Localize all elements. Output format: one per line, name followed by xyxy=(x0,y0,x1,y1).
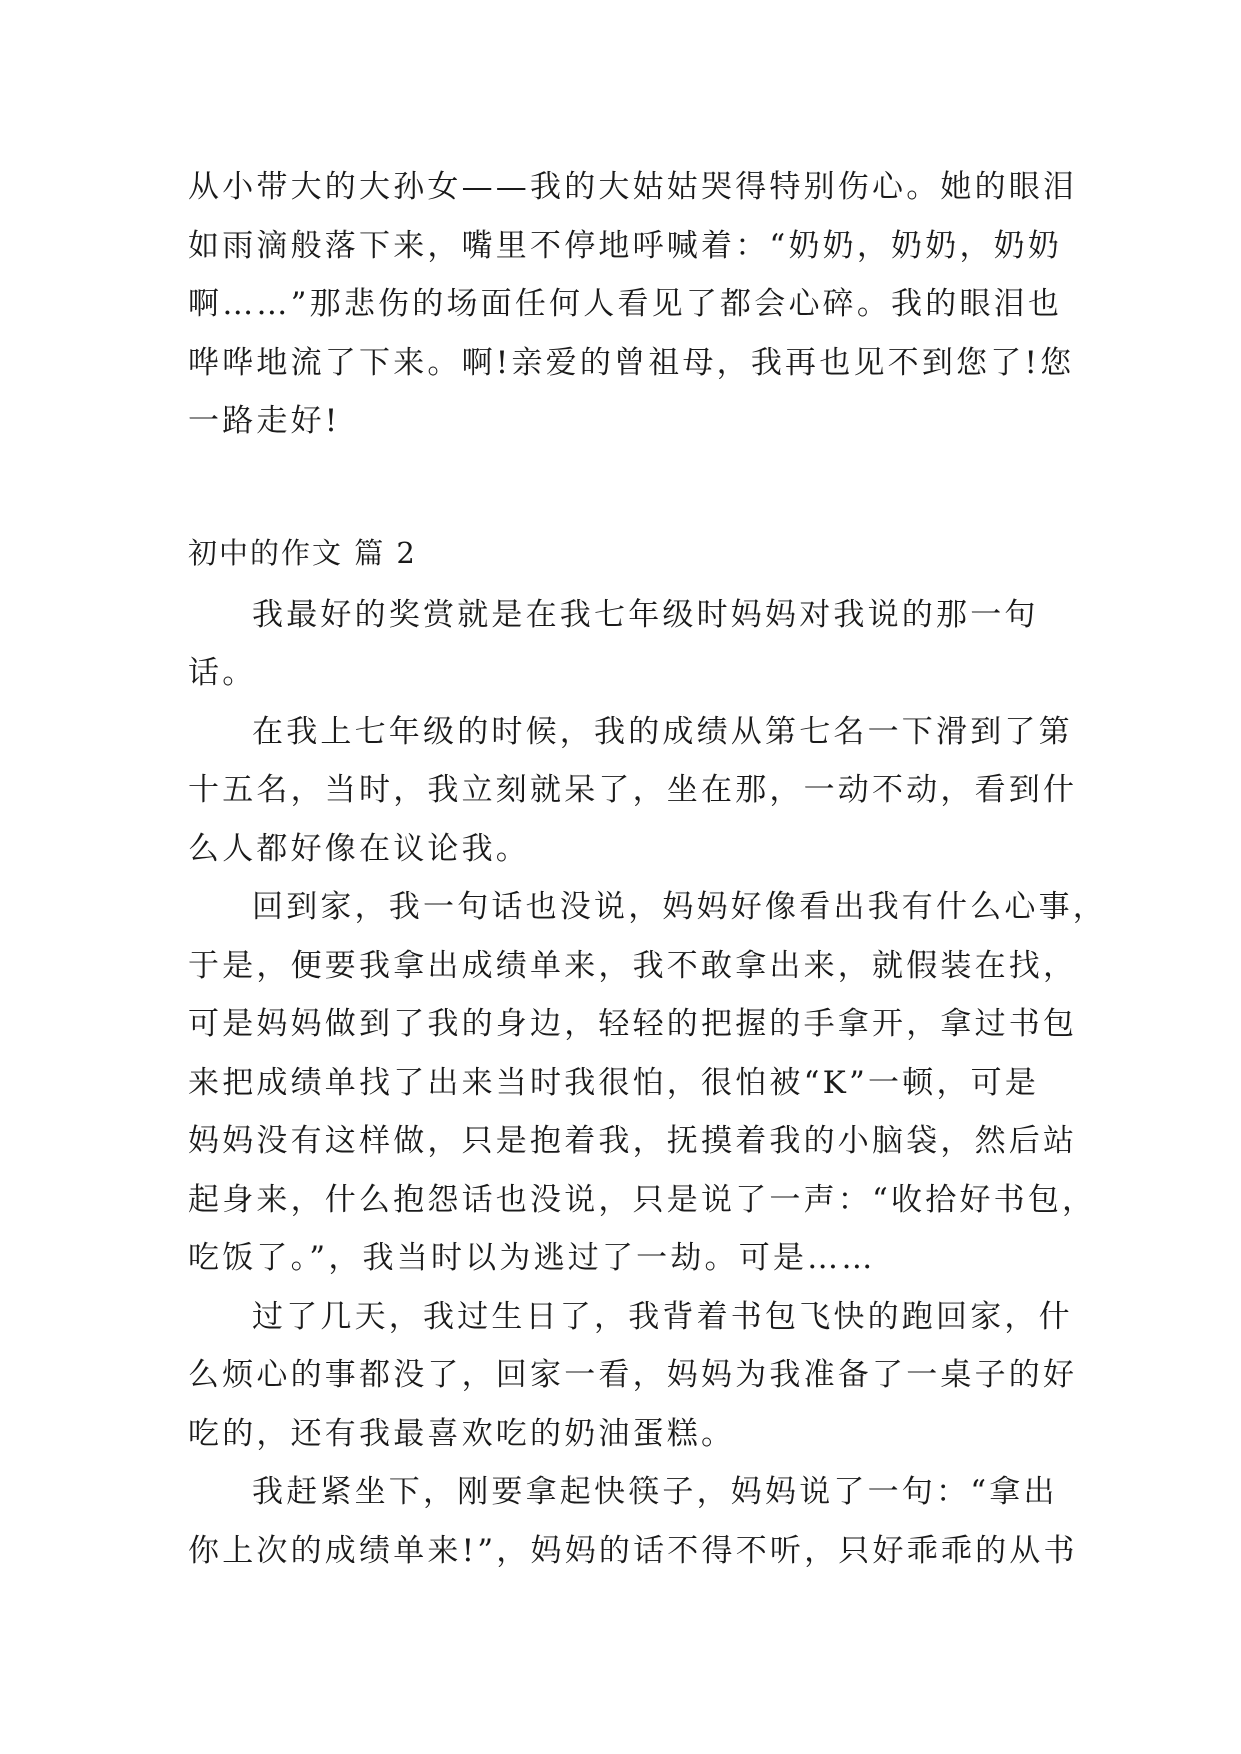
text-line: 起身来，什么抱怨话也没说，只是说了一声：“收拾好书包， xyxy=(188,1181,1097,1218)
text-line: 我赶紧坐下，刚要拿起快筷子，妈妈说了一句：“拿出 xyxy=(252,1474,1058,1510)
text-line: 可是妈妈做到了我的身边，轻轻的把握的手拿开，拿过书包 xyxy=(188,1006,1078,1042)
text-line: 哗哗地流了下来。啊!亲爱的曾祖母，我再也见不到您了!您 xyxy=(188,344,1075,381)
text-line: 么人都好像在议论我。 xyxy=(188,830,530,867)
text-line: 过了几天，我过生日了，我背着书包飞快的跑回家，什 xyxy=(252,1298,1073,1335)
paragraph-2 xyxy=(188,703,1078,879)
text-line: 回到家，我一句话也没说，妈妈好像看出我有什么心事， xyxy=(252,889,1107,925)
text-line: 一路走好! xyxy=(188,403,341,439)
text-line: 吃的，还有我最喜欢吃的奶油蛋糕。 xyxy=(188,1415,736,1452)
text-line: 于是，便要我拿出成绩单来，我不敢拿出来，就假装在找， xyxy=(188,947,1078,984)
text-line: 吃饭了。”，我当时以为逃过了一劫。可是…… xyxy=(188,1240,876,1276)
text-line: 妈妈没有这样做，只是抱着我，抚摸着我的小脑袋，然后站 xyxy=(188,1123,1078,1159)
text-line: 在我上七年级的时候，我的成绩从第七名一下滑到了第 xyxy=(252,713,1073,750)
text-line: 么烦心的事都没了，回家一看，妈妈为我准备了一桌子的好 xyxy=(188,1357,1078,1393)
section-spacer xyxy=(188,451,1058,524)
paragraph-3 xyxy=(188,878,1107,1288)
paragraph-5 xyxy=(188,1463,1078,1580)
document-page xyxy=(188,158,1107,1580)
text-line: 来把成绩单找了出来当时我很怕，很怕被“K”一顿，可是 xyxy=(188,1064,1040,1101)
text-line: 话。 xyxy=(188,655,257,691)
intro-paragraph xyxy=(188,158,1078,451)
paragraph-1 xyxy=(188,586,1058,703)
text-line: 十五名，当时，我立刻就呆了，坐在那，一动不动，看到什 xyxy=(188,772,1078,808)
text-line: 我最好的奖赏就是在我七年级时妈妈对我说的那一句 xyxy=(252,596,1039,633)
text-line: 啊……”那悲伤的场面任何人看见了都会心碎。我的眼泪也 xyxy=(188,286,1063,322)
text-line: 从小带大的大孙女——我的大姑姑哭得特别伤心。她的眼泪 xyxy=(188,169,1078,205)
text-line: 如雨滴般落下来，嘴里不停地呼喊着：“奶奶，奶奶，奶奶 xyxy=(188,227,1063,264)
paragraph-4 xyxy=(188,1288,1078,1464)
text-line: 你上次的成绩单来!”，妈妈的话不得不听，只好乖乖的从书 xyxy=(188,1532,1078,1569)
section-title: 初中的作文 篇 2 xyxy=(188,535,417,570)
